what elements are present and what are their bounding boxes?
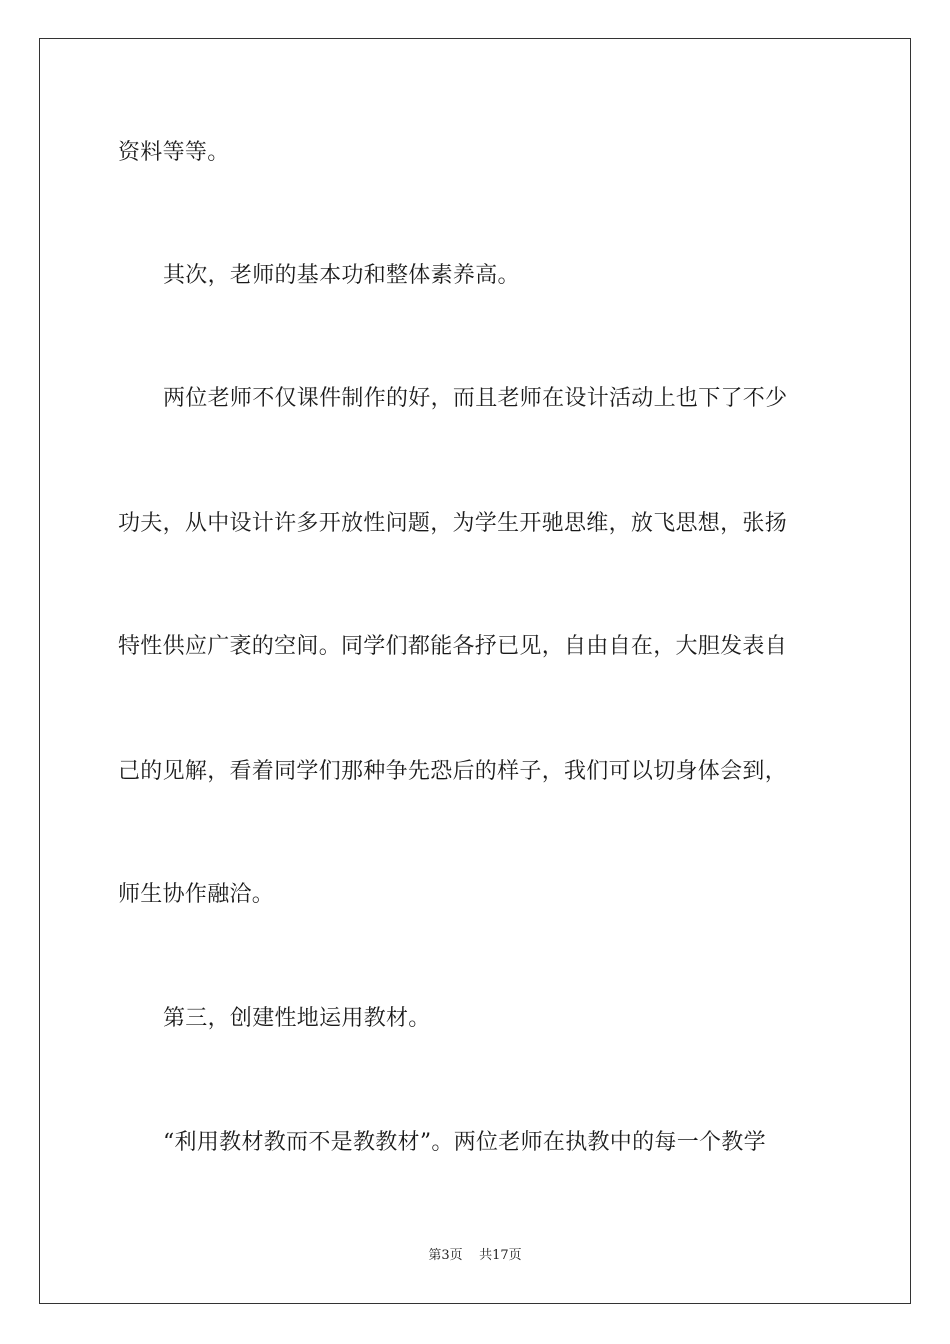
- page-border: [39, 38, 911, 1304]
- paragraph-line: 功夫，从中设计许多开放性问题，为学生开驰思维，放飞思想，张扬: [118, 511, 788, 536]
- paragraph-line: 其次，老师的基本功和整体素养高。: [163, 263, 520, 288]
- paragraph-line: 第三，创建性地运用教材。: [163, 1006, 431, 1031]
- paragraph-line: 特性供应广袤的空间。同学们都能各抒已见，自由自在，大胆发表自: [118, 634, 788, 659]
- page-footer: [0, 1247, 950, 1265]
- page-number: 第3页: [428, 1248, 463, 1263]
- paragraph-line: “利用教材教而不是教教材”。两位老师在执教中的每一个教学: [163, 1130, 766, 1155]
- paragraph-line: 两位老师不仅课件制作的好，而且老师在设计活动上也下了不少: [163, 386, 788, 411]
- paragraph-line: 资料等等。: [118, 140, 230, 165]
- paragraph-line: 师生协作融洽。: [118, 882, 275, 907]
- paragraph-line: 己的见解，看着同学们那种争先恐后的样子，我们可以切身体会到，: [118, 759, 788, 784]
- page-total: 共17页: [479, 1248, 522, 1263]
